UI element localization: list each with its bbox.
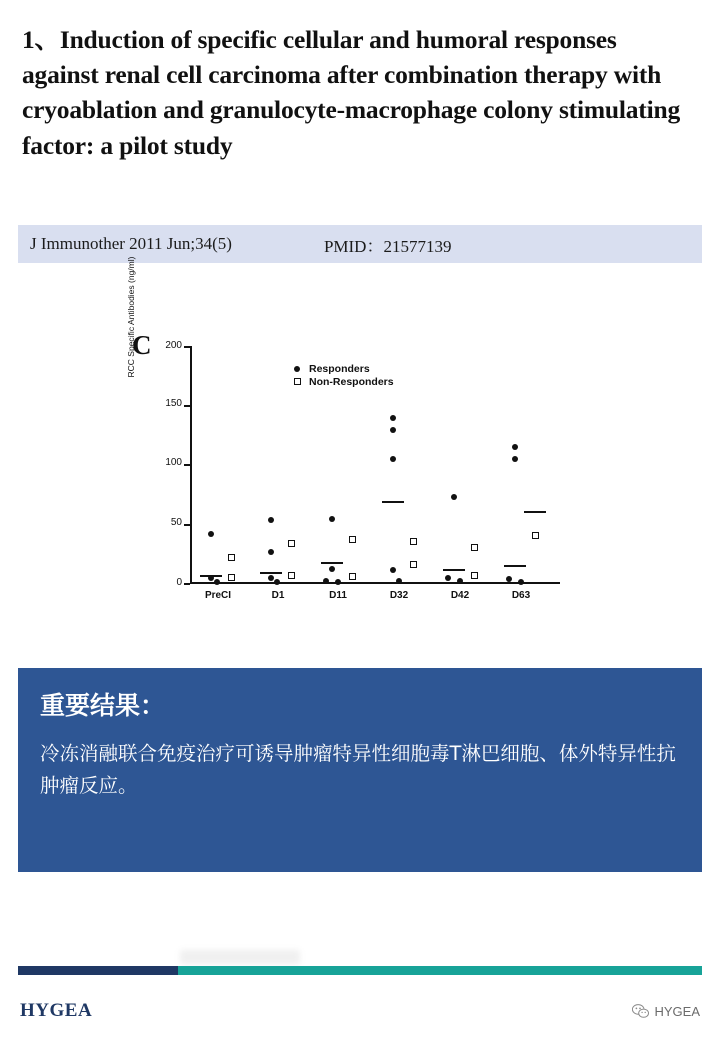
mean-line — [260, 572, 282, 574]
data-point — [390, 415, 396, 421]
data-point — [396, 578, 402, 584]
data-point — [512, 444, 518, 450]
data-point — [512, 456, 518, 462]
citation-journal: J Immunother 2011 Jun;34(5) — [30, 234, 232, 253]
footer-artifact — [180, 950, 300, 964]
data-point — [335, 579, 341, 585]
chart-y-axis — [190, 346, 192, 584]
chart-panel-label: C — [132, 330, 152, 360]
data-point — [410, 561, 417, 568]
data-point — [390, 427, 396, 433]
data-point — [288, 572, 295, 579]
chart-x-tick-label: PreCI — [204, 590, 232, 601]
data-point — [349, 573, 356, 580]
data-point — [390, 456, 396, 462]
mean-line — [504, 565, 526, 567]
chart-x-tick-label: D11 — [329, 590, 347, 601]
citation-bar — [18, 225, 702, 263]
chart-legend — [290, 362, 394, 388]
legend-label: Responders — [309, 362, 370, 375]
chart-x-axis — [190, 582, 560, 584]
footer-logo: HYGEA — [20, 1000, 93, 1021]
key-result-body: 冷冻消融联合免疫治疗可诱导肿瘤特异性细胞毒T淋巴细胞、体外特异性抗肿瘤反应。 — [40, 742, 676, 797]
legend-label: Non-Responders — [309, 375, 394, 388]
legend-item-responders — [290, 362, 394, 375]
chart-y-tick-label: 100 — [165, 457, 182, 468]
data-point — [410, 538, 417, 545]
mean-line — [200, 575, 222, 577]
data-point — [451, 494, 457, 500]
chart-y-tick — [184, 524, 190, 526]
data-point — [471, 544, 478, 551]
data-point — [268, 549, 274, 555]
key-result-heading: 重要结果： — [40, 691, 166, 720]
data-point — [214, 579, 220, 585]
data-point — [268, 575, 274, 581]
open-square-icon — [290, 378, 304, 385]
data-point — [228, 574, 235, 581]
chart-plot-area — [165, 340, 560, 601]
chart-y-tick-label: 200 — [165, 340, 182, 351]
data-point — [457, 578, 463, 584]
data-point — [228, 554, 235, 561]
chart-y-tick — [184, 464, 190, 466]
chart-x-tick-label: D1 — [271, 590, 285, 601]
chart-y-tick-label: 50 — [170, 517, 182, 528]
footer-rule-left — [18, 966, 178, 975]
data-point — [288, 540, 295, 547]
chart-y-axis-label: RCC Specific Antibodies (ng/ml) — [126, 256, 136, 378]
mean-line — [443, 569, 465, 571]
page-title: 1、Induction of specific cellular and humoral responses against renal cell carcinoma after combination therapy with cryoablation and granulocyte-macrophage colony stimulating factor: a pilot study — [22, 25, 681, 160]
citation-pmid: PMID：21577139 — [323, 236, 452, 256]
filled-circle-icon — [290, 366, 304, 372]
data-point — [329, 516, 335, 522]
data-point — [208, 531, 214, 537]
mean-line — [321, 562, 343, 564]
chart-x-tick-label: D42 — [450, 590, 470, 601]
wechat-icon — [632, 1004, 649, 1019]
mean-line — [382, 501, 404, 503]
mean-line — [524, 511, 546, 513]
key-result-box — [18, 668, 702, 872]
footer-rule-right — [178, 966, 702, 975]
footer-wechat — [632, 1004, 700, 1019]
chart-y-tick-label: 150 — [165, 398, 182, 409]
data-point — [506, 576, 512, 582]
legend-item-non-responders — [290, 375, 394, 388]
data-point — [471, 572, 478, 579]
data-point — [274, 579, 280, 585]
data-point — [518, 579, 524, 585]
chart-y-tick-label: 0 — [176, 577, 182, 588]
chart-y-tick — [184, 405, 190, 407]
data-point — [349, 536, 356, 543]
data-point — [268, 517, 274, 523]
footer-wechat-label: HYGEA — [654, 1004, 700, 1019]
data-point — [532, 532, 539, 539]
chart-y-tick — [184, 583, 190, 585]
data-point — [323, 578, 329, 584]
chart-x-tick-label: D63 — [511, 590, 531, 601]
data-point — [329, 566, 335, 572]
chart-y-tick — [184, 346, 190, 348]
data-point — [390, 567, 396, 573]
data-point — [445, 575, 451, 581]
chart-figure — [126, 256, 590, 624]
chart-x-tick-label: D32 — [389, 590, 409, 601]
